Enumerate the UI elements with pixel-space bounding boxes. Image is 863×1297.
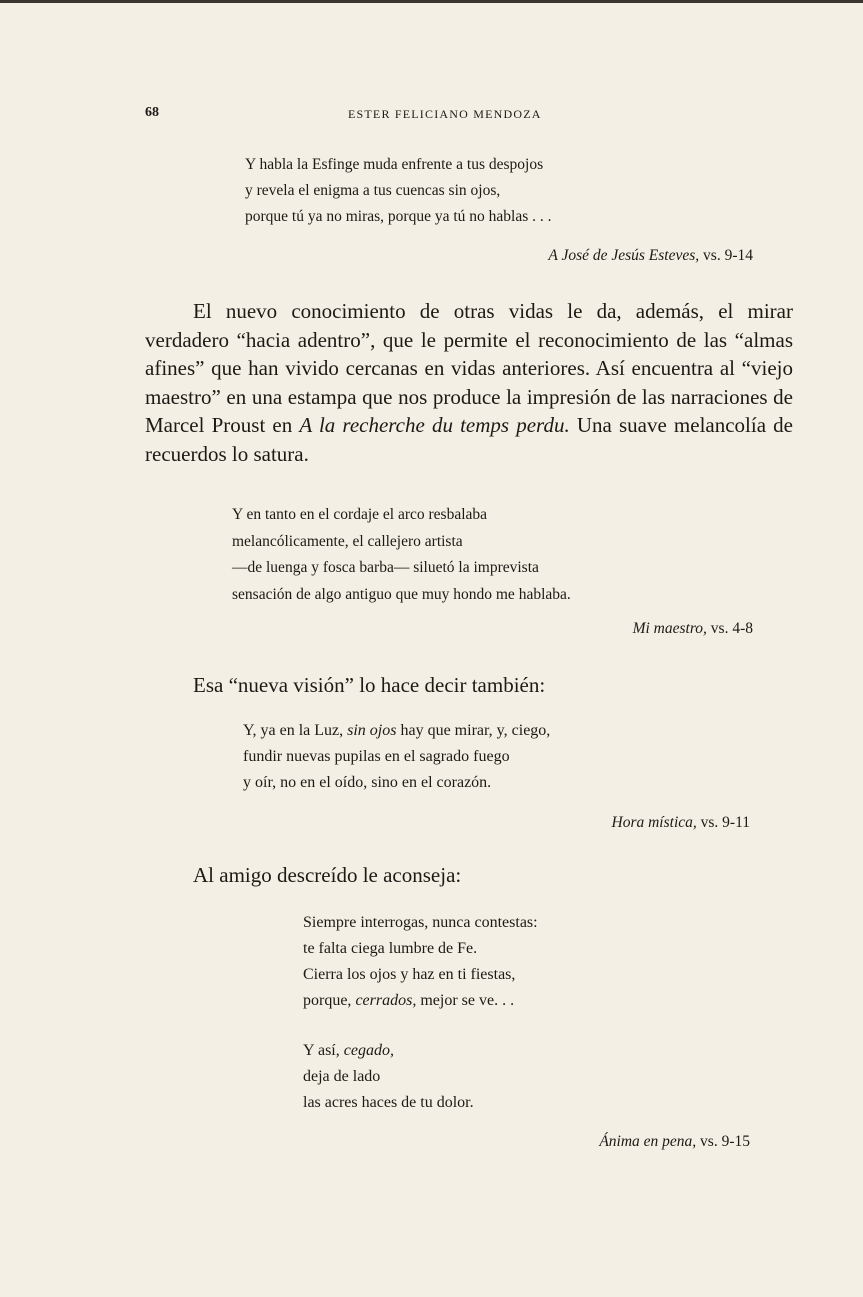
paragraph-3: Al amigo descreído le aconseja: (193, 863, 462, 887)
source-verses: vs. 9-15 (700, 1133, 750, 1150)
verse-line: melancólicamente, el callejero artista (232, 532, 463, 550)
source-title: Mi maestro, (632, 620, 707, 637)
verse-line: Cierra los ojos y haz en ti fiestas, (303, 966, 516, 983)
verse-quote-2 (232, 502, 571, 608)
verse-line: Y así, cegado, (303, 1042, 394, 1059)
source-verses: vs. 9-11 (700, 814, 750, 831)
emphasis: cerrados, (355, 992, 417, 1009)
source-title: Ánima en pena, (599, 1133, 697, 1150)
paragraph-1 (145, 297, 793, 469)
source-verses: vs. 4-8 (710, 620, 753, 637)
verse-line: y revela el enigma a tus cuencas sin ojos, (245, 182, 501, 199)
emphasis: cegado, (343, 1042, 394, 1059)
page-header (0, 105, 863, 125)
paragraph-text: El nuevo conocimiento de otras vidas le da, además, el mirar verdadero “hacia adentro”, que le permite el reconocimiento de las “almas afines” que han vivido cercanas en vidas anteriores. Así encuentra al “viejo maestro” en una estampa que nos produce la impresión de las narraciones de Marcel Proust en (145, 299, 793, 438)
verse-line: porque, cerrados, mejor se ve. . . (303, 992, 515, 1009)
book-title: A la recherche du temps perdu. (299, 413, 570, 438)
top-edge-line (0, 0, 863, 3)
verse-source-3 (612, 814, 751, 832)
paragraph-text: Una suave melancolía de recuerdos lo satura. (145, 413, 793, 466)
verse-line: las acres haces de tu dolor. (303, 1094, 474, 1111)
page-number: 68 (145, 105, 159, 120)
verse-source-1 (548, 247, 753, 265)
running-head: ESTER FELICIANO MENDOZA (348, 107, 542, 121)
verse-line: fundir nuevas pupilas en el sagrado fuego (243, 748, 510, 765)
source-title: Hora mística, (611, 814, 697, 831)
verse-line: —de luenga y fosca barba— siluetó la imprevista (232, 559, 539, 576)
verse-quote-4 (303, 910, 538, 1014)
emphasis: sin ojos (347, 722, 397, 739)
source-verses: vs. 9-14 (703, 247, 753, 264)
verse-quote-3 (243, 718, 550, 796)
verse-line: Siempre interrogas, nunca contestas: (303, 914, 538, 931)
verse-line: deja de lado (303, 1068, 381, 1085)
verse-line: Y habla la Esfinge muda enfrente a tus despojos (245, 156, 544, 173)
verse-line: Y, ya en la Luz, sin ojos hay que mirar, y, ciego, (243, 722, 551, 739)
verse-line: porque tú ya no miras, porque ya tú no hablas . . . (245, 208, 552, 225)
verse-line: Y en tanto en el cordaje el arco resbalaba (232, 506, 488, 523)
verse-line: y oír, no en el oído, sino en el corazón. (243, 774, 492, 791)
verse-quote-5 (303, 1038, 474, 1116)
verse-line: sensación de algo antiguo que muy hondo me hablaba. (232, 585, 571, 603)
verse-quote-1 (245, 152, 552, 230)
verse-line: te falta ciega lumbre de Fe. (303, 940, 478, 957)
verse-source-2 (633, 620, 753, 638)
source-title: A José de Jesús Esteves, (548, 247, 700, 264)
paragraph-2: Esa “nueva visión” lo hace decir también: (193, 673, 546, 697)
verse-source-5 (599, 1133, 750, 1151)
